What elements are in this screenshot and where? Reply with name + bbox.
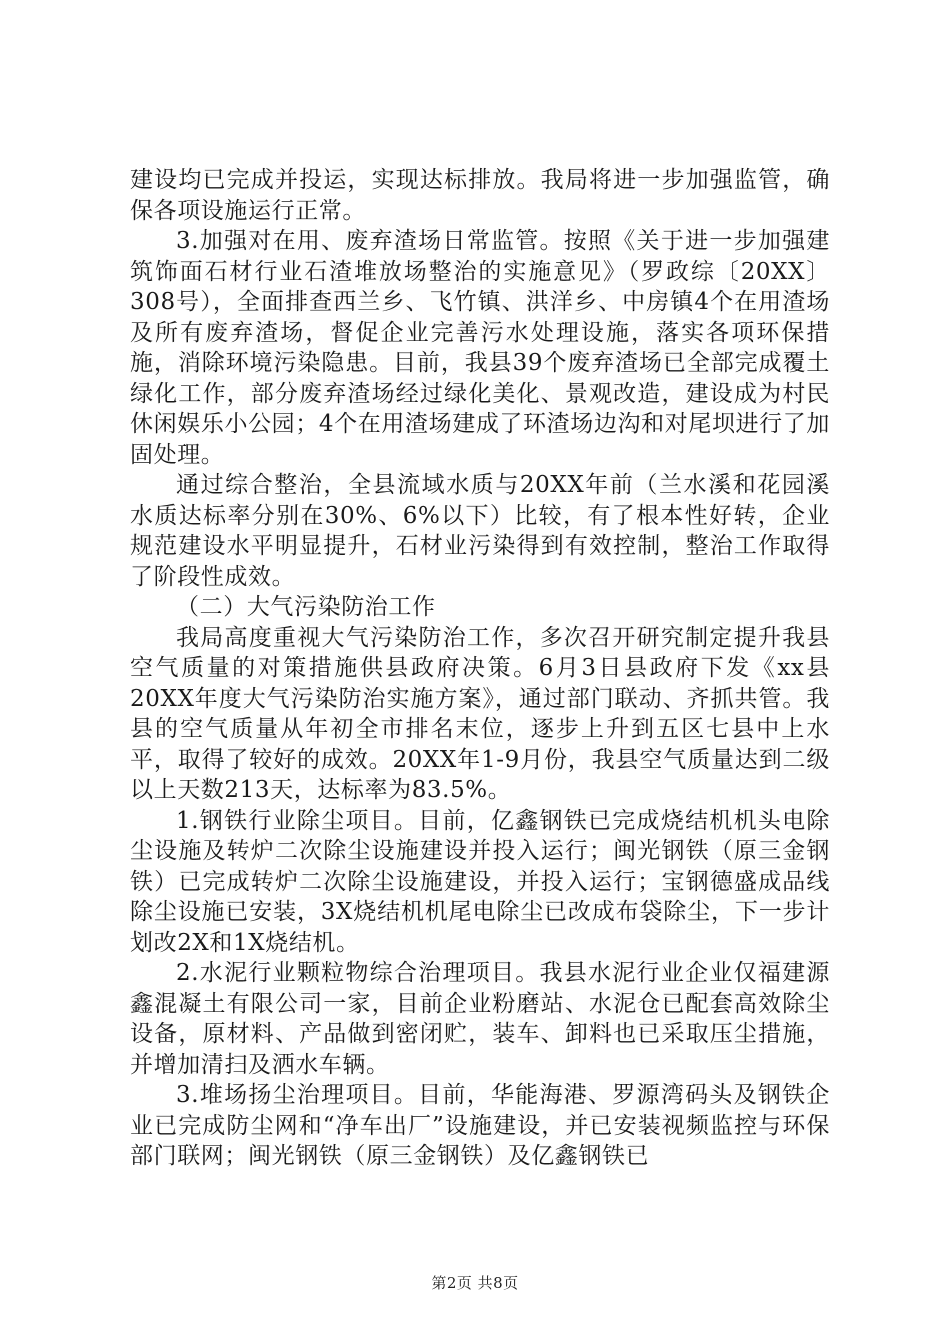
paragraph-steel-dust-removal: 1.钢铁行业除尘项目。目前，亿鑫钢铁已完成烧结机机头电除尘设施及转炉二次除尘设施建设并投入运行；闽光钢铁（原三金钢铁）已完成转炉二次除尘设施建设，并投入运行；宝钢德盛成品线除尘设施已安装，3X烧结机机尾电除尘已改成布袋除尘，下一步计划改2X和1X烧结机。 (130, 807, 830, 956)
page-number-footer: 第2页 共8页 (431, 1274, 519, 1292)
paragraph-cement-particulate: 2.水泥行业颗粒物综合治理项目。我县水泥行业企业仅福建源鑫混凝土有限公司一家，目前企业粉磨站、水泥仓已配套高效除尘设备，原材料、产品做到密闭贮，装车、卸料也已采取压尘措施，并增加清扫及洒水车辆。 (130, 960, 830, 1078)
paragraph-continuation: 建设均已完成并投运，实现达标排放。我局将进一步加强监管，确保各项设施运行正常。 (130, 167, 830, 224)
document-body (130, 165, 830, 1172)
paragraph-yard-dust-control: 3.堆场扬尘治理项目。目前，华能海港、罗源湾码头及钢铁企业已完成防尘网和“净车出厂”设施建设，并已安装视频监控与环保部门联网；闽光钢铁（原三金钢铁）及亿鑫钢铁已 (130, 1082, 830, 1169)
paragraph-slag-site-supervision: 3.加强对在用、废弃渣场日常监管。按照《关于进一步加强建筑饰面石材行业石渣堆放场整治的实施意见》（罗政综〔20XX〕308号），全面排查西兰乡、飞竹镇、洪洋乡、中房镇4个在用渣场及所有废弃渣场，督促企业完善污水处理设施，落实各项环保措施，消除环境污染隐患。目前，我县39个废弃渣场已全部完成覆土绿化工作，部分废弃渣场经过绿化美化、景观改造，建设成为村民休闲娱乐小公园；4个在用渣场建成了环渣场边沟和对尾坝进行了加固处理。 (130, 228, 830, 468)
paragraph-water-quality-summary: 通过综合整治，全县流域水质与20XX年前（兰水溪和花园溪水质达标率分别在30%、6%以下）比较，有了根本性好转，企业规范建设水平明显提升，石材业污染得到有效控制，整治工作取得了阶段性成效。 (130, 472, 830, 590)
paragraph-air-pollution-overview: 我局高度重视大气污染防治工作，多次召开研究制定提升我县空气质量的对策措施供县政府决策。6月3日县政府下发《xx县20XX年度大气污染防治实施方案》，通过部门联动、齐抓共管。我县的空气质量从年初全市排名末位，逐步上升到五区七县中上水平，取得了较好的成效。20XX年1-9月份，我县空气质量达到二级以上天数213天，达标率为83.5%。 (130, 624, 830, 803)
section-heading-air-pollution: （二）大气污染防治工作 (176, 594, 436, 620)
